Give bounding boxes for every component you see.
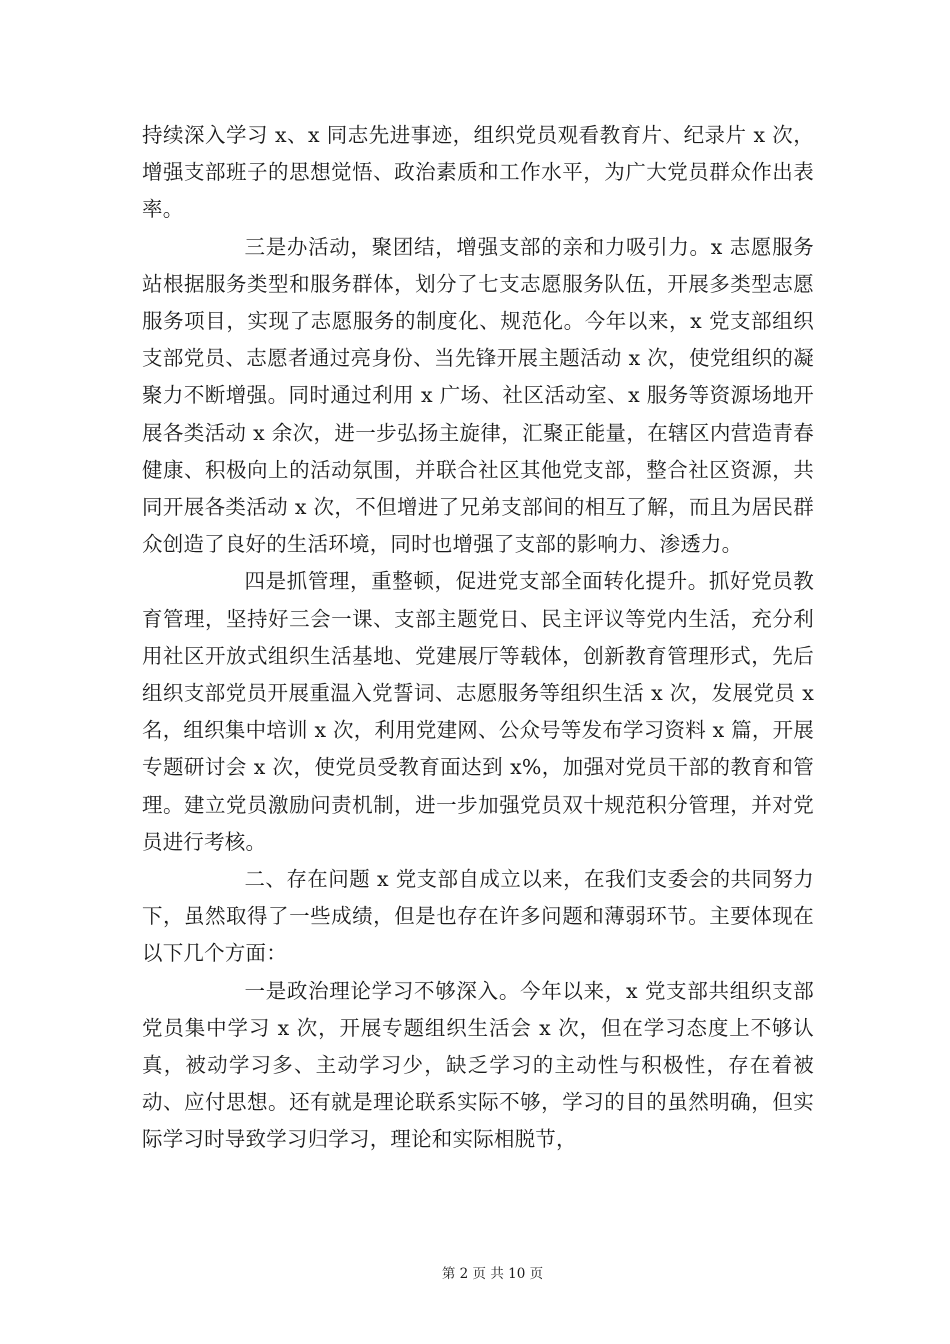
paragraph-problems-heading: 二、存在问题 x 党支部自成立以来，在我们支委会的共同努力下，虽然取得了一些成绩，但是也存在许多问题和薄弱环节。主要体现在以下几个方面： [142,867,814,966]
paragraph-theory-study: 一是政治理论学习不够深入。今年以来，x 党支部共组织支部党员集中学习 x 次，开展专题组织生活会 x 次，但在学习态度上不够认真，被动学习多、主动学习少，缺乏学习的主动性与积极性，存在着被动、应付思想。还有就是理论联系实际不够，学习的目的虽然明确，但实际学习时导致学习归学习，理论和实际相脱节， [142,978,814,1152]
paragraph-management: 四是抓管理，重整顿，促进党支部全面转化提升。抓好党员教育管理，坚持好三会一课、支部主题党日、民主评议等党内生活，充分利用社区开放式组织生活基地、党建展厅等载体，创新教育管理形式，先后组织支部党员开展重温入党誓词、志愿服务等组织生活 x 次，发展党员 x 名，组织集中培训 x 次，利用党建网、公众号等发布学习资料 x 篇，开展专题研讨会 x 次，使党员受教育面达到 x%，加强对党员干部的教育和管理。建立党员激励问责机制，进一步加强党员双十规范积分管理，并对党员进行考核。 [142,569,814,854]
paragraph-activities: 三是办活动，聚团结，增强支部的亲和力吸引力。x 志愿服务站根据服务类型和服务群体，划分了七支志愿服务队伍，开展多类型志愿服务项目，实现了志愿服务的制度化、规范化。今年以来，x 党支部组织支部党员、志愿者通过亮身份、当先锋开展主题活动 x 次，使党组织的凝聚力不断增强。同时通过利用 x 广场、社区活动室、x 服务等资源场地开展各类活动 x 余次，进一步弘扬主旋律，汇聚正能量，在辖区内营造青春健康、积极向上的活动氛围，并联合社区其他党支部，整合社区资源，共同开展各类活动 x 次，不但增进了兄弟支部间的相互了解，而且为居民群众创造了良好的生活环境，同时也增强了支部的影响力、渗透力。 [142,234,814,557]
document-body [142,117,814,1159]
page-number-footer: 第 2 页 共 10 页 [441,1266,544,1282]
paragraph-continuation: 持续深入学习 x、x 同志先进事迹，组织党员观看教育片、纪录片 x 次，增强支部班子的思想觉悟、政治素质和工作水平，为广大党员群众作出表率。 [142,123,814,222]
